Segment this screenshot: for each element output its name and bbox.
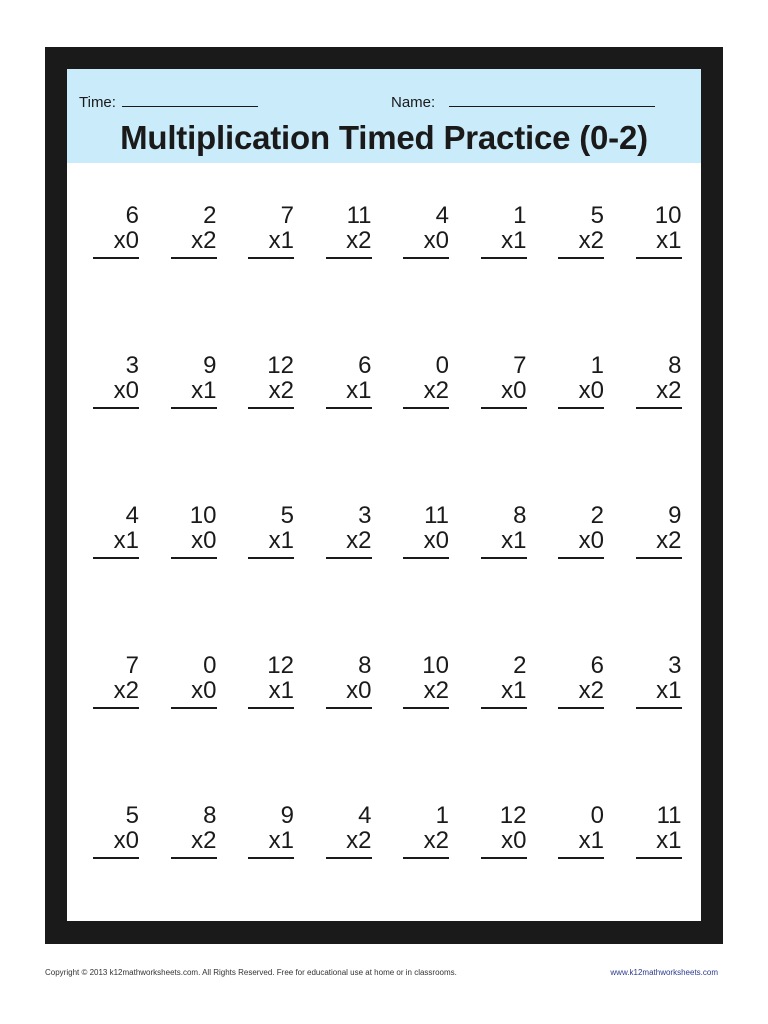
problem-multiplicand: 10 bbox=[422, 652, 449, 679]
problem-multiplier: x2 bbox=[191, 227, 217, 254]
problem-multiplier: x2 bbox=[346, 827, 372, 854]
problem-multiplier: x2 bbox=[656, 527, 682, 554]
answer-line[interactable] bbox=[171, 557, 217, 559]
time-label: Time: bbox=[79, 94, 116, 111]
math-problem bbox=[326, 501, 372, 556]
answer-line[interactable] bbox=[481, 857, 527, 859]
problem-multiplier: x0 bbox=[346, 677, 372, 704]
math-problem bbox=[171, 651, 217, 706]
math-problem bbox=[558, 351, 604, 406]
problem-multiplier: x0 bbox=[423, 227, 449, 254]
problem-multiplier: x0 bbox=[501, 377, 527, 404]
problem-multiplicand: 3 bbox=[358, 502, 372, 529]
name-answer-line[interactable] bbox=[449, 94, 655, 107]
answer-line[interactable] bbox=[558, 407, 604, 409]
math-problem bbox=[326, 351, 372, 406]
math-problem bbox=[326, 201, 372, 256]
math-problem bbox=[403, 801, 449, 856]
math-problem bbox=[481, 351, 527, 406]
problem-multiplier: x1 bbox=[501, 227, 527, 254]
problem-multiplier: x1 bbox=[656, 677, 682, 704]
problem-multiplier: x0 bbox=[578, 527, 604, 554]
answer-line[interactable] bbox=[403, 707, 449, 709]
problem-multiplier: x1 bbox=[113, 527, 139, 554]
problem-multiplicand: 1 bbox=[513, 202, 527, 229]
problem-multiplicand: 5 bbox=[280, 502, 294, 529]
answer-line[interactable] bbox=[93, 257, 139, 259]
problem-multiplier: x2 bbox=[578, 227, 604, 254]
answer-line[interactable] bbox=[403, 257, 449, 259]
problem-multiplicand: 6 bbox=[358, 352, 372, 379]
answer-line[interactable] bbox=[558, 857, 604, 859]
answer-line[interactable] bbox=[636, 857, 682, 859]
math-problem bbox=[171, 501, 217, 556]
answer-line[interactable] bbox=[326, 257, 372, 259]
math-problem bbox=[558, 501, 604, 556]
answer-line[interactable] bbox=[326, 407, 372, 409]
problem-multiplier: x0 bbox=[191, 527, 217, 554]
math-problem bbox=[326, 651, 372, 706]
answer-line[interactable] bbox=[558, 557, 604, 559]
problem-multiplicand: 8 bbox=[513, 502, 527, 529]
problem-multiplier: x1 bbox=[268, 677, 294, 704]
worksheet-header bbox=[67, 69, 701, 163]
math-problem bbox=[558, 201, 604, 256]
answer-line[interactable] bbox=[636, 707, 682, 709]
math-problem bbox=[93, 801, 139, 856]
problem-multiplicand: 0 bbox=[435, 352, 449, 379]
answer-line[interactable] bbox=[481, 557, 527, 559]
problem-multiplier: x1 bbox=[268, 527, 294, 554]
math-problem bbox=[403, 501, 449, 556]
answer-line[interactable] bbox=[248, 557, 294, 559]
problem-multiplicand: 2 bbox=[203, 202, 217, 229]
problem-multiplicand: 4 bbox=[435, 202, 449, 229]
answer-line[interactable] bbox=[93, 707, 139, 709]
problem-multiplicand: 6 bbox=[125, 202, 139, 229]
math-problem bbox=[481, 501, 527, 556]
problem-multiplicand: 8 bbox=[668, 352, 682, 379]
answer-line[interactable] bbox=[93, 407, 139, 409]
problem-multiplicand: 4 bbox=[358, 802, 372, 829]
answer-line[interactable] bbox=[636, 407, 682, 409]
problem-multiplicand: 6 bbox=[590, 652, 604, 679]
math-problem bbox=[93, 351, 139, 406]
problem-multiplicand: 8 bbox=[358, 652, 372, 679]
problem-multiplier: x1 bbox=[578, 827, 604, 854]
problem-multiplier: x2 bbox=[346, 227, 372, 254]
math-problem bbox=[481, 651, 527, 706]
answer-line[interactable] bbox=[326, 707, 372, 709]
answer-line[interactable] bbox=[326, 557, 372, 559]
math-problem bbox=[326, 801, 372, 856]
math-problem bbox=[93, 651, 139, 706]
problem-multiplicand: 10 bbox=[654, 202, 682, 229]
problem-multiplicand: 3 bbox=[125, 352, 139, 379]
math-problem bbox=[558, 801, 604, 856]
problem-multiplicand: 8 bbox=[203, 802, 217, 829]
problem-multiplicand: 12 bbox=[267, 652, 294, 679]
problem-multiplier: x1 bbox=[346, 377, 372, 404]
problem-multiplier: x2 bbox=[191, 827, 217, 854]
math-problem bbox=[171, 801, 217, 856]
problem-multiplicand: 10 bbox=[189, 502, 217, 529]
problem-multiplier: x0 bbox=[423, 527, 449, 554]
math-problem bbox=[636, 501, 682, 556]
problem-multiplicand: 0 bbox=[203, 652, 217, 679]
math-problem bbox=[481, 201, 527, 256]
name-field bbox=[391, 94, 655, 111]
math-problem bbox=[636, 201, 682, 256]
problem-multiplicand: 1 bbox=[590, 352, 604, 379]
math-problem bbox=[248, 801, 294, 856]
problem-multiplier: x1 bbox=[656, 827, 682, 854]
math-problem bbox=[248, 501, 294, 556]
answer-line[interactable] bbox=[558, 707, 604, 709]
math-problem bbox=[403, 351, 449, 406]
problem-multiplicand: 11 bbox=[346, 202, 372, 229]
problem-multiplier: x2 bbox=[423, 827, 449, 854]
worksheet-sheet bbox=[67, 69, 701, 921]
answer-line[interactable] bbox=[481, 707, 527, 709]
problem-multiplicand: 7 bbox=[513, 352, 527, 379]
math-problem bbox=[558, 651, 604, 706]
problem-multiplier: x1 bbox=[268, 227, 294, 254]
answer-line[interactable] bbox=[636, 257, 682, 259]
math-problem bbox=[636, 801, 682, 856]
math-problem bbox=[248, 201, 294, 256]
time-field bbox=[79, 94, 258, 111]
problem-multiplier: x2 bbox=[113, 677, 139, 704]
problem-multiplicand: 9 bbox=[280, 802, 294, 829]
problem-multiplier: x2 bbox=[346, 527, 372, 554]
problem-multiplier: x1 bbox=[656, 227, 682, 254]
problem-multiplier: x0 bbox=[578, 377, 604, 404]
copyright-notice: Copyright © 2013 k12mathworksheets.com. All Rights Reserved. Free for educational use at home or in classrooms. bbox=[45, 968, 457, 977]
answer-line[interactable] bbox=[93, 857, 139, 859]
answer-line[interactable] bbox=[481, 257, 527, 259]
problem-multiplicand: 3 bbox=[668, 652, 682, 679]
answer-line[interactable] bbox=[171, 257, 217, 259]
answer-line[interactable] bbox=[326, 857, 372, 859]
problem-multiplier: x2 bbox=[656, 377, 682, 404]
problem-grid bbox=[93, 201, 689, 856]
time-answer-line[interactable] bbox=[122, 94, 258, 107]
problem-multiplier: x0 bbox=[113, 227, 139, 254]
answer-line[interactable] bbox=[248, 707, 294, 709]
answer-line[interactable] bbox=[481, 407, 527, 409]
problem-multiplicand: 12 bbox=[499, 802, 527, 829]
answer-line[interactable] bbox=[171, 407, 217, 409]
answer-line[interactable] bbox=[248, 257, 294, 259]
problem-multiplicand: 7 bbox=[125, 652, 139, 679]
problem-multiplicand: 2 bbox=[590, 502, 604, 529]
answer-line[interactable] bbox=[171, 707, 217, 709]
problem-multiplicand: 9 bbox=[203, 352, 217, 379]
math-problem bbox=[636, 351, 682, 406]
problem-multiplier: x2 bbox=[578, 677, 604, 704]
math-problem bbox=[248, 651, 294, 706]
answer-line[interactable] bbox=[248, 857, 294, 859]
problem-multiplicand: 5 bbox=[125, 802, 139, 829]
answer-line[interactable] bbox=[248, 407, 294, 409]
problem-multiplier: x2 bbox=[423, 677, 449, 704]
problem-multiplier: x0 bbox=[191, 677, 217, 704]
problem-multiplier: x0 bbox=[501, 827, 527, 854]
answer-line[interactable] bbox=[558, 257, 604, 259]
problem-multiplicand: 5 bbox=[590, 202, 604, 229]
answer-line[interactable] bbox=[403, 407, 449, 409]
problem-multiplier: x1 bbox=[191, 377, 217, 404]
answer-line[interactable] bbox=[403, 557, 449, 559]
math-problem bbox=[93, 201, 139, 256]
math-problem bbox=[403, 201, 449, 256]
problem-multiplicand: 11 bbox=[656, 802, 682, 829]
problem-multiplier: x0 bbox=[113, 377, 139, 404]
problem-multiplicand: 7 bbox=[280, 202, 294, 229]
problem-multiplier: x2 bbox=[423, 377, 449, 404]
problem-multiplicand: 4 bbox=[125, 502, 139, 529]
problem-multiplicand: 1 bbox=[435, 802, 449, 829]
website-link[interactable]: www.k12mathworksheets.com bbox=[610, 968, 718, 977]
math-problem bbox=[248, 351, 294, 406]
problem-multiplier: x1 bbox=[501, 677, 527, 704]
problem-multiplier: x0 bbox=[113, 827, 139, 854]
problem-multiplicand: 0 bbox=[590, 802, 604, 829]
math-problem bbox=[403, 651, 449, 706]
math-problem bbox=[636, 651, 682, 706]
answer-line[interactable] bbox=[403, 857, 449, 859]
page-title: Multiplication Timed Practice (0-2) bbox=[120, 119, 648, 156]
math-problem bbox=[481, 801, 527, 856]
problem-multiplicand: 11 bbox=[424, 502, 449, 529]
math-problem bbox=[171, 351, 217, 406]
answer-line[interactable] bbox=[171, 857, 217, 859]
problem-multiplier: x1 bbox=[501, 527, 527, 554]
problem-multiplicand: 9 bbox=[668, 502, 682, 529]
problem-multiplicand: 12 bbox=[267, 352, 294, 379]
problem-multiplicand: 2 bbox=[513, 652, 527, 679]
answer-line[interactable] bbox=[93, 557, 139, 559]
problem-multiplier: x1 bbox=[268, 827, 294, 854]
math-problem bbox=[171, 201, 217, 256]
problem-multiplier: x2 bbox=[268, 377, 294, 404]
math-problem bbox=[93, 501, 139, 556]
name-label: Name: bbox=[391, 94, 436, 111]
answer-line[interactable] bbox=[636, 557, 682, 559]
